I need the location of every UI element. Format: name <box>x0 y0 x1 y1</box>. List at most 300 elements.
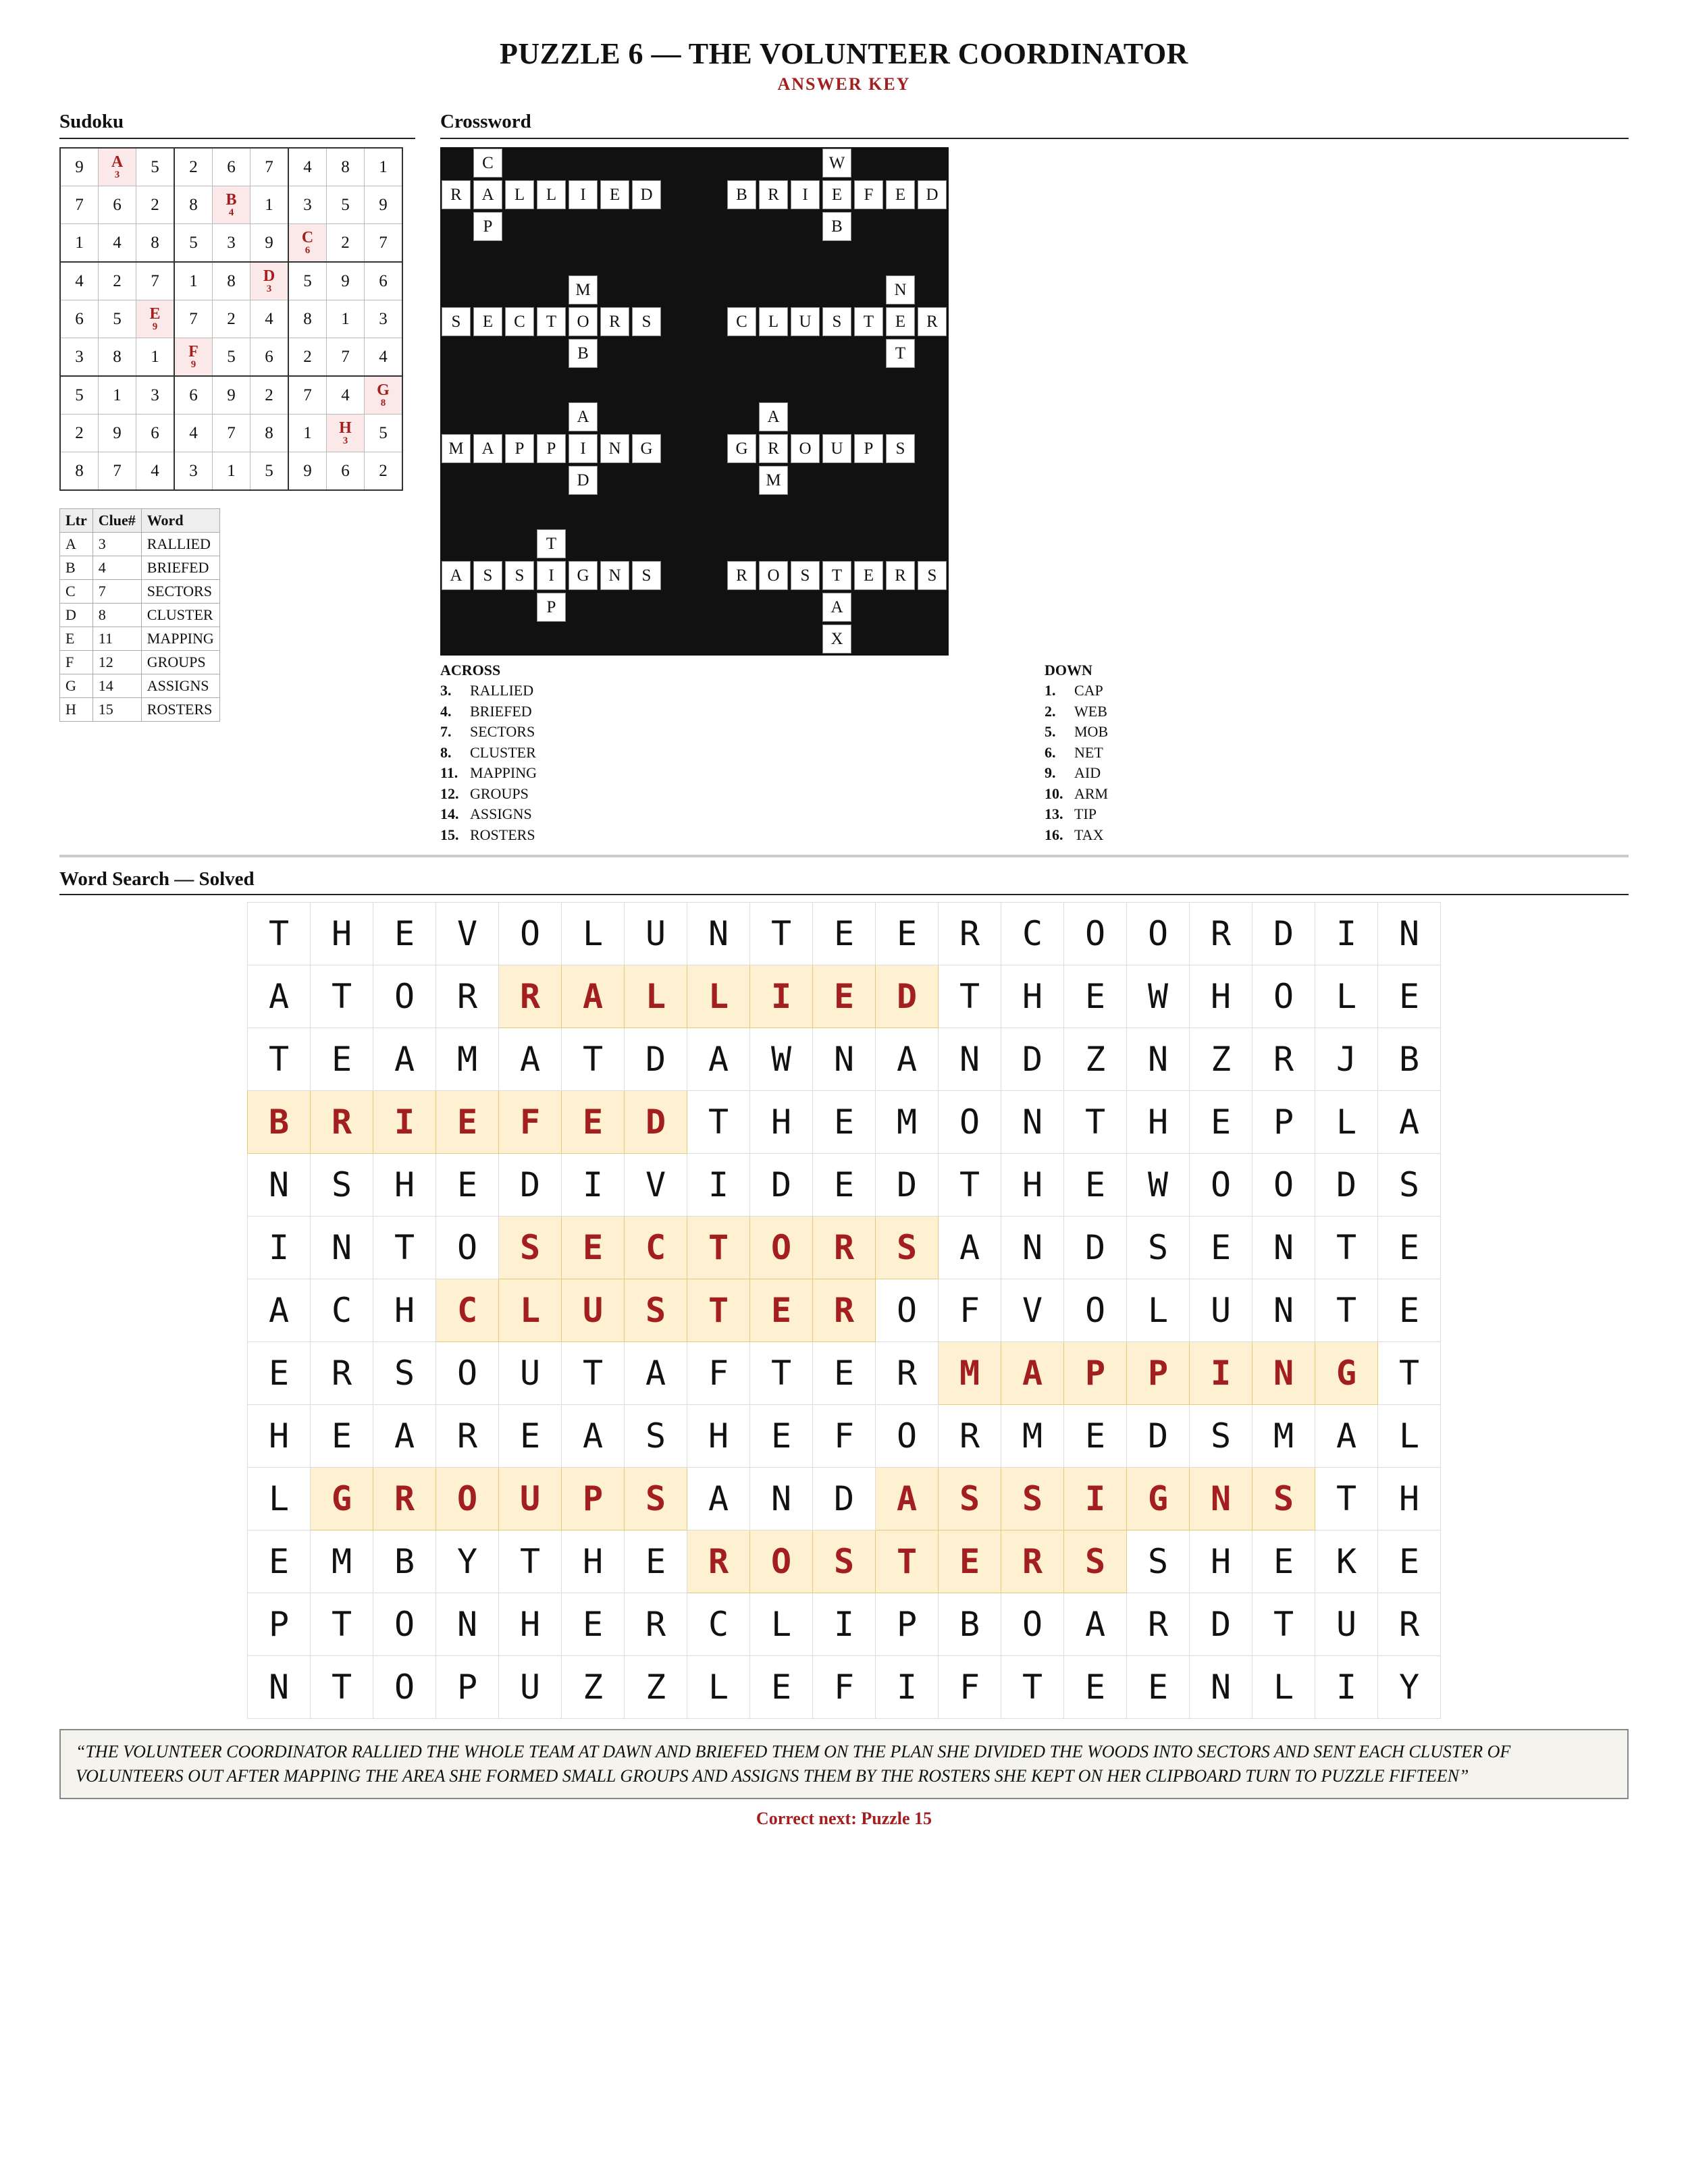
crossword-clue: 11. MAPPING <box>440 764 537 781</box>
word-search-cell: E <box>436 1154 499 1217</box>
sudoku-cell <box>99 148 136 186</box>
sudoku-cell <box>136 300 175 338</box>
word-search-cell: A <box>876 1468 939 1530</box>
sudoku-marker-value: 3 <box>342 435 348 446</box>
word-search-cell: E <box>562 1593 625 1656</box>
sudoku-cell: 4 <box>250 300 289 338</box>
sudoku-cell: 9 <box>60 148 99 186</box>
word-search-cell: O <box>436 1342 499 1405</box>
word-search-cell: C <box>1001 903 1064 965</box>
word-search-cell: O <box>1252 1154 1315 1217</box>
word-search-cell: N <box>1252 1342 1315 1405</box>
word-search-cell: I <box>373 1091 436 1154</box>
key-table-row <box>60 580 220 604</box>
word-search-cell: O <box>373 965 436 1028</box>
sudoku-cell: 8 <box>327 148 365 186</box>
key-table-row <box>60 674 220 698</box>
sudoku-cell: 5 <box>288 262 327 300</box>
crossword-cell: T <box>537 529 566 558</box>
crossword-cell: D <box>918 180 947 209</box>
crossword-cell: A <box>442 561 471 590</box>
word-search-row <box>248 903 1441 965</box>
sudoku-cell: 1 <box>250 186 289 224</box>
sudoku-marker-value: 8 <box>380 398 386 408</box>
crossword-clue: 14. ASSIGNS <box>440 805 532 822</box>
sudoku-cell: 9 <box>99 415 136 452</box>
crossword-clue: 5. MOB <box>1045 723 1109 740</box>
sudoku-row <box>60 148 402 186</box>
sudoku-marker-letter: A <box>111 153 124 171</box>
word-search-cell: U <box>625 903 687 965</box>
word-search-cell: R <box>1252 1028 1315 1091</box>
crossword-cell: N <box>886 275 915 304</box>
sudoku-cell: 6 <box>99 186 136 224</box>
word-search-cell: T <box>750 1342 813 1405</box>
word-search-cell: A <box>1378 1091 1441 1154</box>
word-search-cell: E <box>1064 1405 1127 1468</box>
sudoku-cell: 1 <box>213 452 250 491</box>
word-search-cell: A <box>562 965 625 1028</box>
word-search-cell: J <box>1315 1028 1378 1091</box>
sudoku-cell: 5 <box>174 224 213 263</box>
key-table-header: Ltr <box>60 509 93 533</box>
word-search-cell: U <box>1315 1593 1378 1656</box>
word-search-cell: E <box>939 1530 1001 1593</box>
word-search-cell: N <box>750 1468 813 1530</box>
word-search-cell: O <box>876 1279 939 1342</box>
word-search-cell: H <box>750 1091 813 1154</box>
word-search-cell: A <box>248 965 311 1028</box>
word-search-cell: E <box>248 1530 311 1593</box>
word-search-cell: W <box>1127 965 1190 1028</box>
sudoku-cell: 3 <box>136 376 175 415</box>
sudoku-cell: 8 <box>250 415 289 452</box>
word-search-row <box>248 1530 1441 1593</box>
page-title: PUZZLE 6 — THE VOLUNTEER COORDINATOR <box>500 37 1188 70</box>
crossword-cell: E <box>886 180 915 209</box>
word-search-cell: U <box>499 1468 562 1530</box>
word-search-cell: L <box>499 1279 562 1342</box>
crossword-clue: 8. CLUSTER <box>440 743 536 761</box>
word-search-cell: L <box>625 965 687 1028</box>
crossword-cell: T <box>537 307 566 336</box>
sudoku-cell: 3 <box>288 186 327 224</box>
crossword-cell: S <box>632 561 661 590</box>
word-search-cell: E <box>1378 1530 1441 1593</box>
sudoku-cell: 2 <box>136 186 175 224</box>
crossword-cell: P <box>537 434 566 463</box>
word-search-row <box>248 1028 1441 1091</box>
word-search-cell: D <box>1252 903 1315 965</box>
sudoku-marker-letter: D <box>263 267 275 285</box>
sudoku-cell: 4 <box>288 148 327 186</box>
sudoku-cell: 6 <box>60 300 99 338</box>
word-search-cell: F <box>499 1091 562 1154</box>
word-search-cell: T <box>1001 1656 1064 1719</box>
sudoku-row <box>60 376 402 415</box>
word-search-cell: W <box>750 1028 813 1091</box>
word-search-cell: O <box>499 903 562 965</box>
word-search-cell: Z <box>562 1656 625 1719</box>
crossword-cell: E <box>854 561 883 590</box>
sudoku-row <box>60 186 402 224</box>
sudoku-row <box>60 262 402 300</box>
sudoku-cell: 5 <box>327 186 365 224</box>
sudoku-cell: 4 <box>99 224 136 263</box>
sudoku-marker-value: 9 <box>190 359 196 370</box>
word-search-cell: T <box>1315 1217 1378 1279</box>
word-search-cell: O <box>1064 1279 1127 1342</box>
sudoku-cell: 6 <box>327 452 365 491</box>
crossword-cell: E <box>822 180 851 209</box>
sudoku-cell: 9 <box>288 452 327 491</box>
word-search-cell: E <box>436 1091 499 1154</box>
word-search-cell: T <box>248 1028 311 1091</box>
crossword-cell: S <box>822 307 851 336</box>
word-search-cell: E <box>625 1530 687 1593</box>
word-search-cell: E <box>1064 1656 1127 1719</box>
word-search-cell: S <box>1378 1154 1441 1217</box>
word-search-cell: H <box>1001 1154 1064 1217</box>
word-search-cell: R <box>499 965 562 1028</box>
sudoku-cell: 8 <box>213 262 250 300</box>
sudoku-cell: 2 <box>213 300 250 338</box>
word-search-cell: I <box>687 1154 750 1217</box>
word-search-cell: T <box>876 1530 939 1593</box>
key-table-cell: 7 <box>93 580 141 604</box>
word-search-cell: D <box>1190 1593 1252 1656</box>
key-table-cell: RALLIED <box>141 533 219 556</box>
crossword-clue: 4. BRIEFED <box>440 702 532 720</box>
word-search-cell: L <box>248 1468 311 1530</box>
crossword-cell: L <box>505 180 534 209</box>
sudoku-grid <box>59 147 403 491</box>
crossword-cell: P <box>505 434 534 463</box>
word-search-cell: L <box>687 965 750 1028</box>
word-search-cell: S <box>625 1405 687 1468</box>
word-search-cell: E <box>1064 965 1127 1028</box>
crossword-cell: L <box>759 307 788 336</box>
word-search-cell: H <box>373 1154 436 1217</box>
word-search-cell: T <box>939 1154 1001 1217</box>
word-search-cell: R <box>876 1342 939 1405</box>
crossword-clue: 10. ARM <box>1045 784 1109 802</box>
word-search-cell: N <box>1378 903 1441 965</box>
word-search-cell: I <box>1315 1656 1378 1719</box>
word-search-cell: R <box>939 1405 1001 1468</box>
crossword-cell: C <box>727 307 756 336</box>
sudoku-row <box>60 452 402 491</box>
word-search-cell: S <box>939 1468 1001 1530</box>
crossword-cell: I <box>791 180 820 209</box>
word-search-grid <box>247 902 1441 1719</box>
sudoku-cell: 1 <box>174 262 213 300</box>
word-search-cell: N <box>939 1028 1001 1091</box>
word-search-row <box>248 1468 1441 1530</box>
sudoku-cell: 9 <box>213 376 250 415</box>
word-search-cell: E <box>499 1405 562 1468</box>
section-divider <box>59 855 1629 857</box>
crossword-cell: F <box>854 180 883 209</box>
word-search-cell: R <box>1001 1530 1064 1593</box>
word-search-cell: H <box>562 1530 625 1593</box>
sudoku-cell: 4 <box>327 376 365 415</box>
key-table-row <box>60 651 220 674</box>
word-search-cell: S <box>1064 1530 1127 1593</box>
next-puzzle-note: Correct next: Puzzle 15 <box>756 1809 932 1828</box>
crossword-cell: R <box>759 180 788 209</box>
word-search-cell: N <box>1190 1656 1252 1719</box>
word-search-cell: L <box>1315 1091 1378 1154</box>
word-search-cell: C <box>311 1279 373 1342</box>
word-search-cell: A <box>248 1279 311 1342</box>
word-search-cell: B <box>1378 1028 1441 1091</box>
word-search-cell: O <box>750 1530 813 1593</box>
word-search-cell: A <box>562 1405 625 1468</box>
sudoku-cell: 1 <box>136 338 175 377</box>
crossword-clue: 9. AID <box>1045 764 1101 781</box>
sudoku-cell: 1 <box>99 376 136 415</box>
word-search-cell: U <box>499 1656 562 1719</box>
crossword-cell: M <box>569 275 598 304</box>
crossword-rule <box>440 138 1629 139</box>
sudoku-marker-value: 6 <box>305 245 311 256</box>
word-search-cell: E <box>750 1656 813 1719</box>
word-search-cell: O <box>1001 1593 1064 1656</box>
sudoku-cell: 4 <box>136 452 175 491</box>
crossword-clue: 1. CAP <box>1045 682 1103 699</box>
word-search-cell: E <box>562 1217 625 1279</box>
crossword-cell: O <box>759 561 788 590</box>
word-search-cell: G <box>311 1468 373 1530</box>
crossword-cell: W <box>822 149 851 178</box>
word-search-cell: S <box>625 1468 687 1530</box>
sudoku-cell: 6 <box>174 376 213 415</box>
sudoku-cell: 3 <box>365 300 403 338</box>
word-search-cell: B <box>248 1091 311 1154</box>
crossword-cell: R <box>886 561 915 590</box>
sudoku-cell: 1 <box>60 224 99 263</box>
word-search-cell: E <box>1378 965 1441 1028</box>
crossword-cell: S <box>886 434 915 463</box>
word-search-cell: T <box>687 1279 750 1342</box>
crossword-clue: 6. NET <box>1045 743 1103 761</box>
crossword-clue: 7. SECTORS <box>440 723 535 740</box>
word-search-cell: O <box>750 1217 813 1279</box>
word-search-cell: A <box>1064 1593 1127 1656</box>
word-search-cell: M <box>311 1530 373 1593</box>
crossword-cell: C <box>473 149 502 178</box>
word-search-rule <box>59 894 1629 895</box>
sudoku-cell: 6 <box>213 148 250 186</box>
sudoku-rule <box>59 138 415 139</box>
word-search-cell: T <box>311 965 373 1028</box>
word-search-cell: Y <box>1378 1656 1441 1719</box>
word-search-cell: N <box>1252 1279 1315 1342</box>
word-search-cell: H <box>499 1593 562 1656</box>
sudoku-cell <box>365 376 403 415</box>
word-search-row <box>248 1342 1441 1405</box>
word-search-cell: C <box>625 1217 687 1279</box>
crossword-cell: P <box>854 434 883 463</box>
word-search-cell: Z <box>1190 1028 1252 1091</box>
crossword-cell: I <box>537 561 566 590</box>
sudoku-cell: 7 <box>365 224 403 263</box>
word-search-cell: I <box>1315 903 1378 965</box>
crossword-cell: S <box>505 561 534 590</box>
word-search-cell: V <box>1001 1279 1064 1342</box>
sudoku-marker-letter: C <box>301 229 314 246</box>
crossword-cell: S <box>442 307 471 336</box>
word-search-cell: E <box>876 903 939 965</box>
word-search-cell: H <box>373 1279 436 1342</box>
across-heading: ACROSS <box>440 662 501 678</box>
sudoku-cell <box>288 224 327 263</box>
word-search-row <box>248 1279 1441 1342</box>
word-search-cell: F <box>939 1656 1001 1719</box>
sudoku-marker-value: 4 <box>228 207 234 218</box>
crossword-cell: G <box>727 434 756 463</box>
crossword-cell: U <box>822 434 851 463</box>
sudoku-cell <box>250 262 289 300</box>
crossword-cell: G <box>632 434 661 463</box>
crossword-cell: N <box>600 561 629 590</box>
sudoku-cell: 2 <box>60 415 99 452</box>
word-search-cell: S <box>311 1154 373 1217</box>
sudoku-cell: 4 <box>174 415 213 452</box>
word-search-cell: T <box>687 1091 750 1154</box>
word-search-cell: S <box>499 1217 562 1279</box>
key-table-header: Clue# <box>93 509 141 533</box>
word-search-cell: P <box>1064 1342 1127 1405</box>
word-search-cell: S <box>1001 1468 1064 1530</box>
word-search-cell: E <box>1252 1530 1315 1593</box>
word-search-cell: Z <box>625 1656 687 1719</box>
key-table-cell: 14 <box>93 674 141 698</box>
key-table-cell: 11 <box>93 627 141 651</box>
sudoku-cell: 7 <box>60 186 99 224</box>
word-search-cell: L <box>687 1656 750 1719</box>
word-search-cell: L <box>1378 1405 1441 1468</box>
sudoku-cell: 2 <box>327 224 365 263</box>
word-search-cell: M <box>1001 1405 1064 1468</box>
word-search-cell: E <box>750 1405 813 1468</box>
word-search-cell: R <box>436 965 499 1028</box>
key-table-row <box>60 604 220 627</box>
word-search-cell: G <box>1127 1468 1190 1530</box>
word-search-cell: I <box>876 1656 939 1719</box>
word-search-cell: I <box>813 1593 876 1656</box>
word-search-cell: P <box>1252 1091 1315 1154</box>
crossword-cell: B <box>727 180 756 209</box>
sudoku-cell: 9 <box>365 186 403 224</box>
key-table-cell: F <box>60 651 93 674</box>
word-search-cell: R <box>939 903 1001 965</box>
word-search-cell: E <box>813 965 876 1028</box>
word-search-cell: E <box>813 1342 876 1405</box>
word-search-cell: B <box>939 1593 1001 1656</box>
word-search-cell: A <box>1315 1405 1378 1468</box>
word-search-cell: S <box>813 1530 876 1593</box>
word-search-cell: O <box>436 1468 499 1530</box>
word-search-cell: E <box>750 1279 813 1342</box>
word-search-cell: L <box>562 903 625 965</box>
crossword-cell: S <box>473 561 502 590</box>
word-search-cell: P <box>248 1593 311 1656</box>
key-table-cell: BRIEFED <box>141 556 219 580</box>
word-search-cell: P <box>436 1656 499 1719</box>
word-search-cell: H <box>1190 1530 1252 1593</box>
word-search-cell: A <box>687 1028 750 1091</box>
sudoku-cell: 2 <box>365 452 403 491</box>
key-table-cell: A <box>60 533 93 556</box>
down-heading: DOWN <box>1045 662 1092 678</box>
hidden-message-quote: “THE VOLUNTEER COORDINATOR RALLIED THE WHOLE TEAM AT DAWN AND BRIEFED THEM ON THE PLAN SHE DIVIDED THE WOODS INTO SECTORS AND SENT EACH CLUSTER OF VOLUNTEERS OUT AFTER MAPPING THE AREA SHE FORMED SMALL GROUPS AND ASSIGNS THEM BY THE ROSTERS SHE KEPT ON HER CLIPBOARD TURN TO PUZZLE FIFTEEN” <box>59 1729 1629 1799</box>
word-search-cell: M <box>939 1342 1001 1405</box>
word-search-cell: O <box>1064 903 1127 965</box>
sudoku-marker-letter: G <box>377 381 390 399</box>
word-search-cell: E <box>562 1091 625 1154</box>
sudoku-cell: 2 <box>288 338 327 377</box>
key-table-cell: SECTORS <box>141 580 219 604</box>
word-search-cell: N <box>1190 1468 1252 1530</box>
word-search-cell: E <box>311 1028 373 1091</box>
word-search-cell: M <box>436 1028 499 1091</box>
key-table-cell: 15 <box>93 698 141 722</box>
word-search-cell: M <box>1252 1405 1315 1468</box>
crossword-cell: O <box>569 307 598 336</box>
sudoku-cell: 7 <box>174 300 213 338</box>
key-table-cell: E <box>60 627 93 651</box>
word-search-cell: S <box>1252 1468 1315 1530</box>
sudoku-cell: 2 <box>174 148 213 186</box>
word-search-cell: I <box>1190 1342 1252 1405</box>
sudoku-cell: 5 <box>60 376 99 415</box>
word-search-cell: S <box>625 1279 687 1342</box>
crossword-cell: S <box>918 561 947 590</box>
crossword-cell: O <box>791 434 820 463</box>
sudoku-cell: 2 <box>250 376 289 415</box>
sudoku-marker-value: 3 <box>266 284 272 294</box>
word-search-cell: N <box>248 1154 311 1217</box>
sudoku-cell: 9 <box>250 224 289 263</box>
crossword-cell: T <box>886 339 915 368</box>
sudoku-cell: 1 <box>365 148 403 186</box>
word-search-cell: T <box>1252 1593 1315 1656</box>
word-search-cell: H <box>1190 965 1252 1028</box>
word-search-cell: T <box>562 1342 625 1405</box>
crossword-cell: R <box>759 434 788 463</box>
sudoku-row <box>60 300 402 338</box>
word-search-cell: N <box>248 1656 311 1719</box>
key-table-row <box>60 627 220 651</box>
key-table-cell: 3 <box>93 533 141 556</box>
sudoku-cell: 6 <box>136 415 175 452</box>
sudoku-cell: 7 <box>99 452 136 491</box>
crossword-cell: R <box>442 180 471 209</box>
word-search-cell: F <box>813 1405 876 1468</box>
crossword-cell: A <box>473 180 502 209</box>
key-table-row <box>60 533 220 556</box>
crossword-cell: T <box>822 561 851 590</box>
crossword-cell: R <box>918 307 947 336</box>
word-search-cell: I <box>750 965 813 1028</box>
word-search-cell: N <box>1001 1217 1064 1279</box>
sudoku-cell: 1 <box>327 300 365 338</box>
word-search-row <box>248 1405 1441 1468</box>
crossword-cell: X <box>822 624 851 654</box>
sudoku-cell: 7 <box>136 262 175 300</box>
